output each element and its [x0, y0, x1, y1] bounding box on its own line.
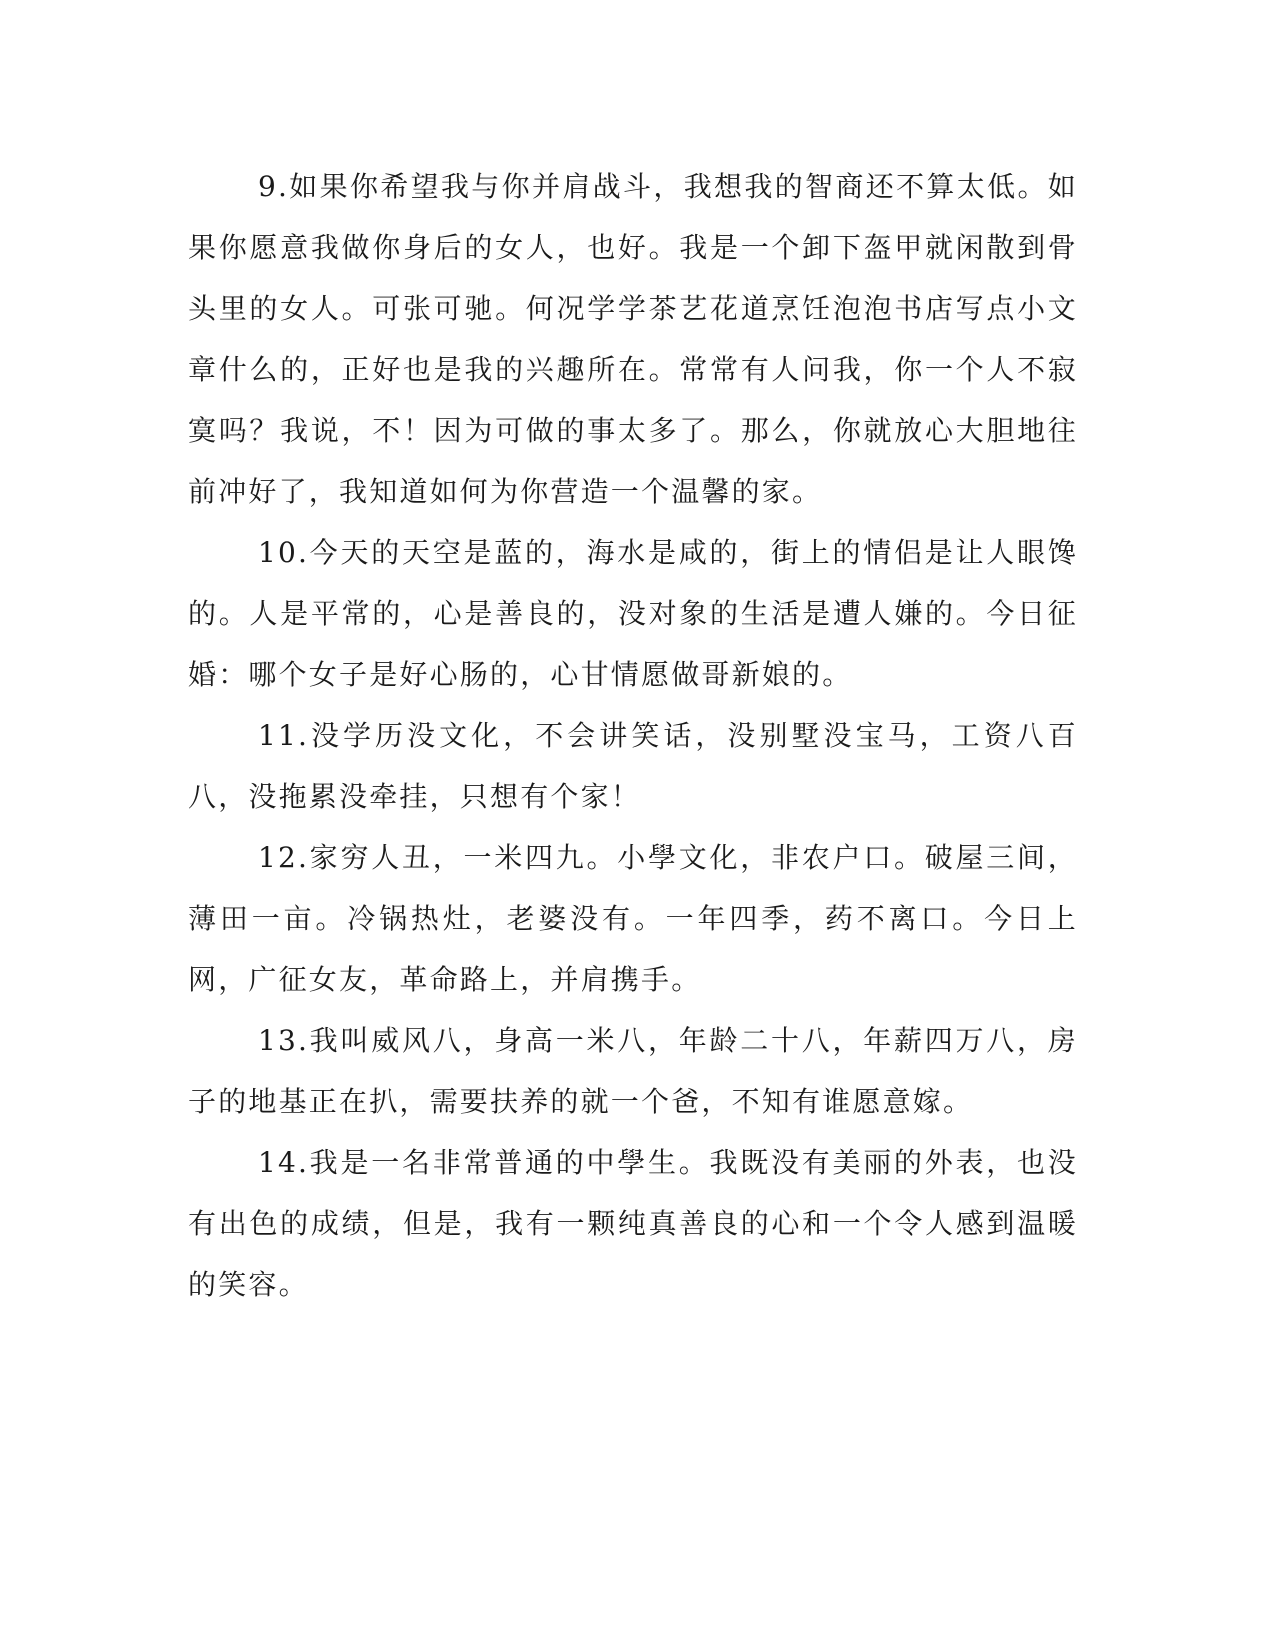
- paragraph-12: 12.家穷人丑，一米四九。小學文化，非农户口。破屋三间，薄田一亩。冷锅热灶，老婆没有。一年四季，药不离口。今日上网，广征女友，革命路上，并肩携手。: [188, 841, 1078, 996]
- paragraph-14: 14.我是一名非常普通的中學生。我既没有美丽的外表，也没有出色的成绩，但是，我有一颗纯真善良的心和一个令人感到温暖的笑容。: [188, 1146, 1078, 1301]
- paragraph-9: 9.如果你希望我与你并肩战斗，我想我的智商还不算太低。如果你愿意我做你身后的女人，也好。我是一个卸下盔甲就闲散到骨头里的女人。可张可驰。何况学学茶艺花道烹饪泡泡书店写点小文章什么的，正好也是我的兴趣所在。常常有人问我，你一个人不寂寞吗？我说，不！因为可做的事太多了。那么，你就放心大胆地往前冲好了，我知道如何为你营造一个温馨的家。: [188, 170, 1078, 508]
- paragraph-13: 13.我叫威风八，身高一米八，年龄二十八，年薪四万八，房子的地基正在扒，需要扶养的就一个爸，不知有谁愿意嫁。: [188, 1024, 1078, 1118]
- paragraph-10: 10.今天的天空是蓝的，海水是咸的，街上的情侣是让人眼馋的。人是平常的，心是善良的，没对象的生活是遭人嫌的。今日征婚：哪个女子是好心肠的，心甘情愿做哥新娘的。: [188, 536, 1078, 691]
- document-body: [188, 156, 1078, 1315]
- paragraph-11: 11.没学历没文化，不会讲笑话，没别墅没宝马，工资八百八，没拖累没牵挂，只想有个家！: [188, 719, 1078, 813]
